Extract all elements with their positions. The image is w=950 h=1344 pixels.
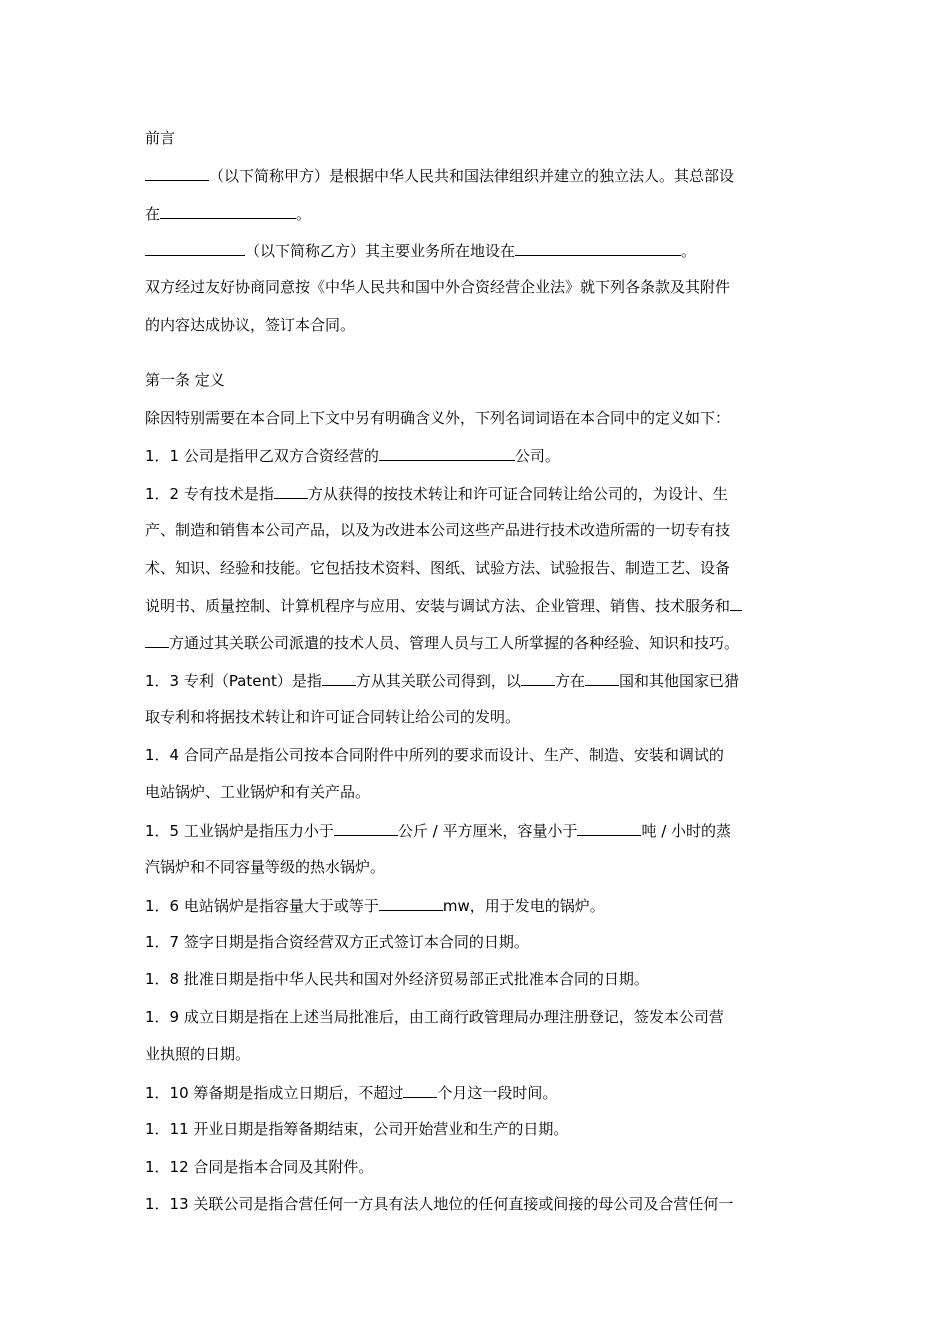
- party-a-name-blank: [145, 165, 209, 181]
- capacity-blank: [379, 895, 443, 911]
- clause-1-8: 1．8 批准日期是指中华人民共和国对外经济贸易部正式批准本合同的日期。: [145, 970, 649, 988]
- clause-1-5-line2: 汽锅炉和不同容量等级的热水锅炉。: [145, 858, 386, 876]
- clause-1-2-line3: 术、知识、经验和技能。它包括技术资料、图纸、试验方法、试验报告、制造工艺、设备: [145, 559, 731, 577]
- clause-1-1: 1．1 公司是指甲乙双方合资经营的 公司。: [145, 447, 560, 465]
- party-blank: [145, 632, 169, 648]
- clause-1-2-line2: 产、制造和销售本公司产品，以及为改进本公司这些产品进行技术改造所需的一切专有技: [145, 521, 731, 539]
- preface-agreement-line1: 双方经过友好协商同意按《中华人民共和国中外合资经营企业法》就下列各条款及其附件: [145, 278, 731, 296]
- clause-1-3-line2: 取专利和将据技术转让和许可证合同转让给公司的发明。: [145, 708, 521, 726]
- clause-1-6: 1．6 电站锅炉是指容量大于或等于 mw，用于发电的锅炉。: [145, 897, 605, 915]
- preface-party-a-hq: 在 。: [145, 205, 312, 223]
- preface-title: 前言: [145, 129, 176, 147]
- preface-party-a: （以下简称甲方）是根据中华人民共和国法律组织并建立的独立法人。其总部设: [145, 165, 734, 185]
- clause-1-13: 1．13 关联公司是指合营任何一方具有法人地位的任何直接或间接的母公司及合营任何一: [145, 1195, 734, 1213]
- party-blank: [730, 595, 742, 611]
- party-a-hq-blank: [160, 203, 296, 219]
- clause-1-10: 1．10 筹备期是指成立日期后，不超过 个月这一段时间。: [145, 1084, 558, 1102]
- party-blank: [521, 670, 555, 686]
- company-name-blank: [379, 445, 515, 461]
- clause-1-9-line1: 1．9 成立日期是指在上述当局批准后，由工商行政管理局办理注册登记，签发本公司营: [145, 1008, 724, 1026]
- article1-intro: 除因特别需要在本合同上下文中另有明确含义外，下列名词词语在本合同中的定义如下：: [145, 409, 731, 427]
- clause-1-12: 1．12 合同是指本合同及其附件。: [145, 1158, 374, 1176]
- clause-1-3-line1: 1．3 专利（Patent）是指 方从其关联公司得到，以 方在 国和其他国家已猎: [145, 672, 739, 690]
- preface-agreement-line2: 的内容达成协议，签订本合同。: [145, 316, 356, 334]
- clause-1-2-line1: 1．2 专有技术是指 方从获得的按技术转让和许可证合同转让给公司的，为设计、生: [145, 485, 728, 503]
- party-b-name-blank: [145, 240, 245, 256]
- pressure-blank: [334, 820, 398, 836]
- party-blank: [322, 670, 356, 686]
- clause-1-7: 1．7 签字日期是指合资经营双方正式签订本合同的日期。: [145, 933, 529, 951]
- clause-1-9-line2: 业执照的日期。: [145, 1045, 251, 1063]
- preface-party-b: （以下简称乙方）其主要业务所在地设在 。: [145, 240, 696, 260]
- party-b-location-blank: [515, 240, 681, 256]
- capacity-blank: [577, 820, 641, 836]
- clause-1-4-line1: 1．4 合同产品是指公司按本合同附件中所列的要求而设计、生产、制造、安装和调试的: [145, 746, 724, 764]
- clause-1-2-line5: 方通过其关联公司派遣的技术人员、管理人员与工人所掌握的各种经验、知识和技巧。: [145, 632, 739, 652]
- clause-1-2-line4: 说明书、质量控制、计算机程序与应用、安装与调试方法、企业管理、销售、技术服务和: [145, 595, 742, 615]
- clause-1-11: 1．11 开业日期是指筹备期结束，公司开始营业和生产的日期。: [145, 1120, 569, 1138]
- party-blank: [274, 483, 308, 499]
- months-blank: [403, 1082, 437, 1098]
- country-blank: [585, 670, 619, 686]
- clause-1-4-line2: 电站锅炉、工业锅炉和有关产品。: [145, 783, 371, 801]
- clause-1-5-line1: 1．5 工业锅炉是指压力小于 公斤 / 平方厘米，容量小于 吨 / 小时的蒸: [145, 822, 732, 840]
- article1-title: 第一条 定义: [145, 371, 225, 389]
